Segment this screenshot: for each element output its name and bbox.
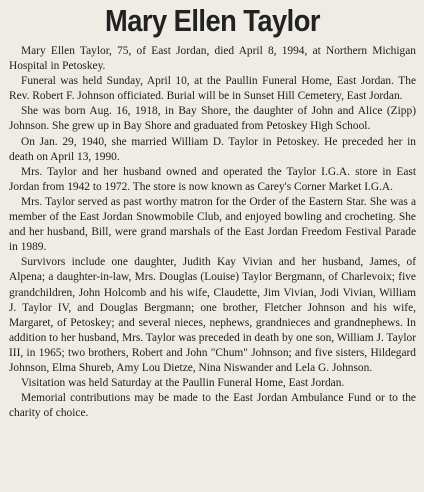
obituary-body xyxy=(9,44,416,421)
paragraph-survivors: Survivors include one daughter, Judith Kay Vivian and her husband, James, of Alpena; a daughter-in-law, Mrs. Douglas (Louise) Taylor Bergmann, of Charlevoix; five grandchildren, John Holcomb and his wife, Claudette, Jim Vivian, Jodi Vivian, William J. Taylor IV, and Douglas Bergmann; one brother, Fletcher Johnson and his wife, Margaret, of Petoskey; and several nieces, nephews, grandnieces and grandnephews. In addition to her husband, Mrs. Taylor was preceded in death by one son, William J. Taylor III, in 1965; two brothers, Robert and John "Chum" Johnson; and five sisters, Hildegard Johnson, Elma Shureb, Amy Lou Dietze, Nina Niswander and Lela G. Johnson. xyxy=(9,256,416,374)
paragraph-death-notice: Mary Ellen Taylor, 75, of East Jordan, died April 8, 1994, at Northern Michigan Hospital in Petoskey. xyxy=(9,45,416,73)
paragraph-birth: She was born Aug. 16, 1918, in Bay Shore, the daughter of John and Alice (Zipp) Johnson. She grew up in Bay Shore and graduated from Petoskey High School. xyxy=(9,105,416,133)
paragraph-activities: Mrs. Taylor served as past worthy matron for the Order of the Eastern Star. She was a member of the East Jordan Snowmobile Club, and enjoyed bowling and crocheting. She and her husband, Bill, were grand marshals of the East Jordan Freedom Festival Parade in 1989. xyxy=(9,195,416,254)
paragraph-marriage: On Jan. 29, 1940, she married William D. Taylor in Petoskey. He preceded her in death on April 13, 1990. xyxy=(9,135,416,163)
paragraph-memorials: Memorial contributions may be made to the East Jordan Ambulance Fund or to the charity of choice. xyxy=(9,392,416,420)
paragraph-visitation: Visitation was held Saturday at the Paullin Funeral Home, East Jordan. xyxy=(21,377,345,390)
obituary-headline: Mary Ellen Taylor xyxy=(105,3,320,38)
paragraph-store: Mrs. Taylor and her husband owned and operated the Taylor I.G.A. store in East Jordan from 1942 to 1972. The store is now known as Carey's Corner Market I.G.A. xyxy=(9,165,416,193)
paragraph-funeral: Funeral was held Sunday, April 10, at the Paullin Funeral Home, East Jordan. The Rev. Robert F. Johnson officiated. Burial will be in Sunset Hill Cemetery, East Jordan. xyxy=(9,75,416,103)
